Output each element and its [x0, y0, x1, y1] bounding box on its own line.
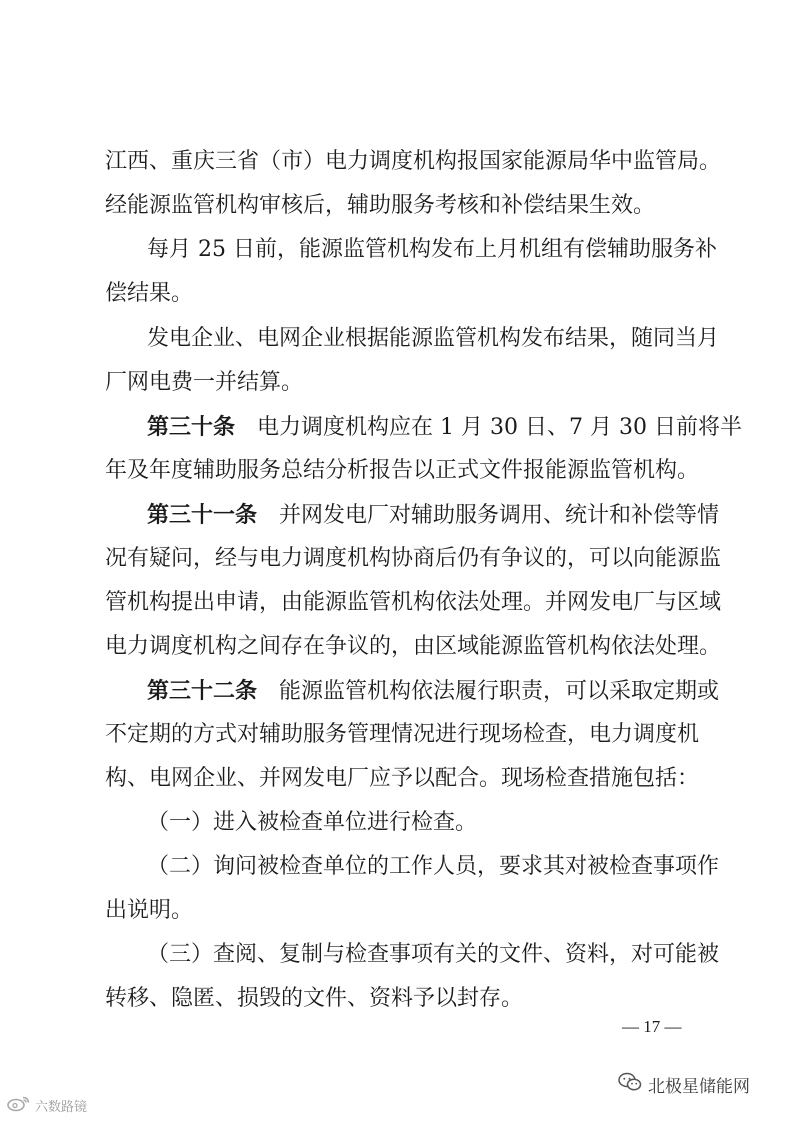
text-segment: 厂网电费一并结算。 [105, 370, 304, 395]
article-heading: 第三十一条 [147, 502, 258, 528]
text-segment: 年及年度辅助服务总结分析报告以正式文件报能源监管机构。 [105, 458, 700, 483]
text-segment: （一）进入被检查单位进行检查。 [147, 810, 478, 835]
text-line [0, 581, 793, 625]
text-segment: 转移、隐匿、损毁的文件、资料予以封存。 [105, 986, 524, 1011]
article-heading: 第三十二条 [147, 678, 258, 704]
article-heading: 第三十条 [147, 414, 236, 440]
text-segment: 经能源监管机构审核后，辅助服务考核和补偿结果生效。 [105, 193, 656, 218]
text-line [0, 272, 793, 316]
text-line [0, 317, 793, 361]
wechat-icon [618, 1072, 642, 1102]
text-segment: （三）查阅、复制与检查事项有关的文件、资料，对可能被 [147, 942, 720, 967]
text-line [0, 537, 793, 581]
text-line [0, 801, 793, 845]
text-segment: 电力调度机构应在 1 月 30 日、7 月 30 日前将半 [257, 415, 742, 440]
text-segment: 并网发电厂对辅助服务调用、统计和补偿等情 [279, 503, 720, 528]
text-line [0, 933, 793, 977]
text-line [0, 449, 793, 493]
watermark-right [618, 1072, 750, 1102]
text-line [0, 493, 793, 537]
page-number: — 17 — [622, 1017, 682, 1036]
text-line [0, 669, 793, 713]
text-segment: 江西、重庆三省（市）电力调度机构报国家能源局华中监管局。 [105, 149, 722, 174]
text-segment: 不定期的方式对辅助服务管理情况进行现场检查，电力调度机 [105, 722, 700, 747]
text-segment: 构、电网企业、并网发电厂应予以配合。现场检查措施包括： [105, 766, 700, 791]
text-segment: 每月 25 日前，能源监管机构发布上月机组有偿辅助服务补 [147, 237, 717, 262]
text-segment: 能源监管机构依法履行职责，可以采取定期或 [279, 679, 720, 704]
text-line [0, 228, 793, 272]
watermark-left-text: 六数路镜 [35, 1100, 88, 1115]
text-line [0, 625, 793, 669]
text-line [0, 140, 793, 184]
text-segment: 发电企业、电网企业根据能源监管机构发布结果，随同当月 [147, 326, 720, 351]
weibo-icon [6, 1094, 32, 1121]
text-segment: 偿结果。 [105, 281, 194, 306]
text-segment: 电力调度机构之间存在争议的，由区域能源监管机构依法处理。 [105, 634, 722, 659]
text-segment: 况有疑问，经与电力调度机构协商后仍有争议的，可以向能源监 [105, 546, 722, 571]
text-segment: （二）询问被检查单位的工作人员，要求其对被检查事项作 [147, 854, 720, 879]
text-line [0, 845, 793, 889]
watermark-right-text: 北极星储能网 [648, 1077, 750, 1097]
text-line [0, 889, 793, 933]
watermark-left [6, 1094, 87, 1118]
text-line [0, 757, 793, 801]
text-segment: 出说明。 [105, 898, 194, 923]
text-segment: 管机构提出申请，由能源监管机构依法处理。并网发电厂与区域 [105, 590, 722, 615]
text-line [0, 405, 793, 449]
text-line [0, 184, 793, 228]
text-line [0, 713, 793, 757]
text-line [0, 361, 793, 405]
